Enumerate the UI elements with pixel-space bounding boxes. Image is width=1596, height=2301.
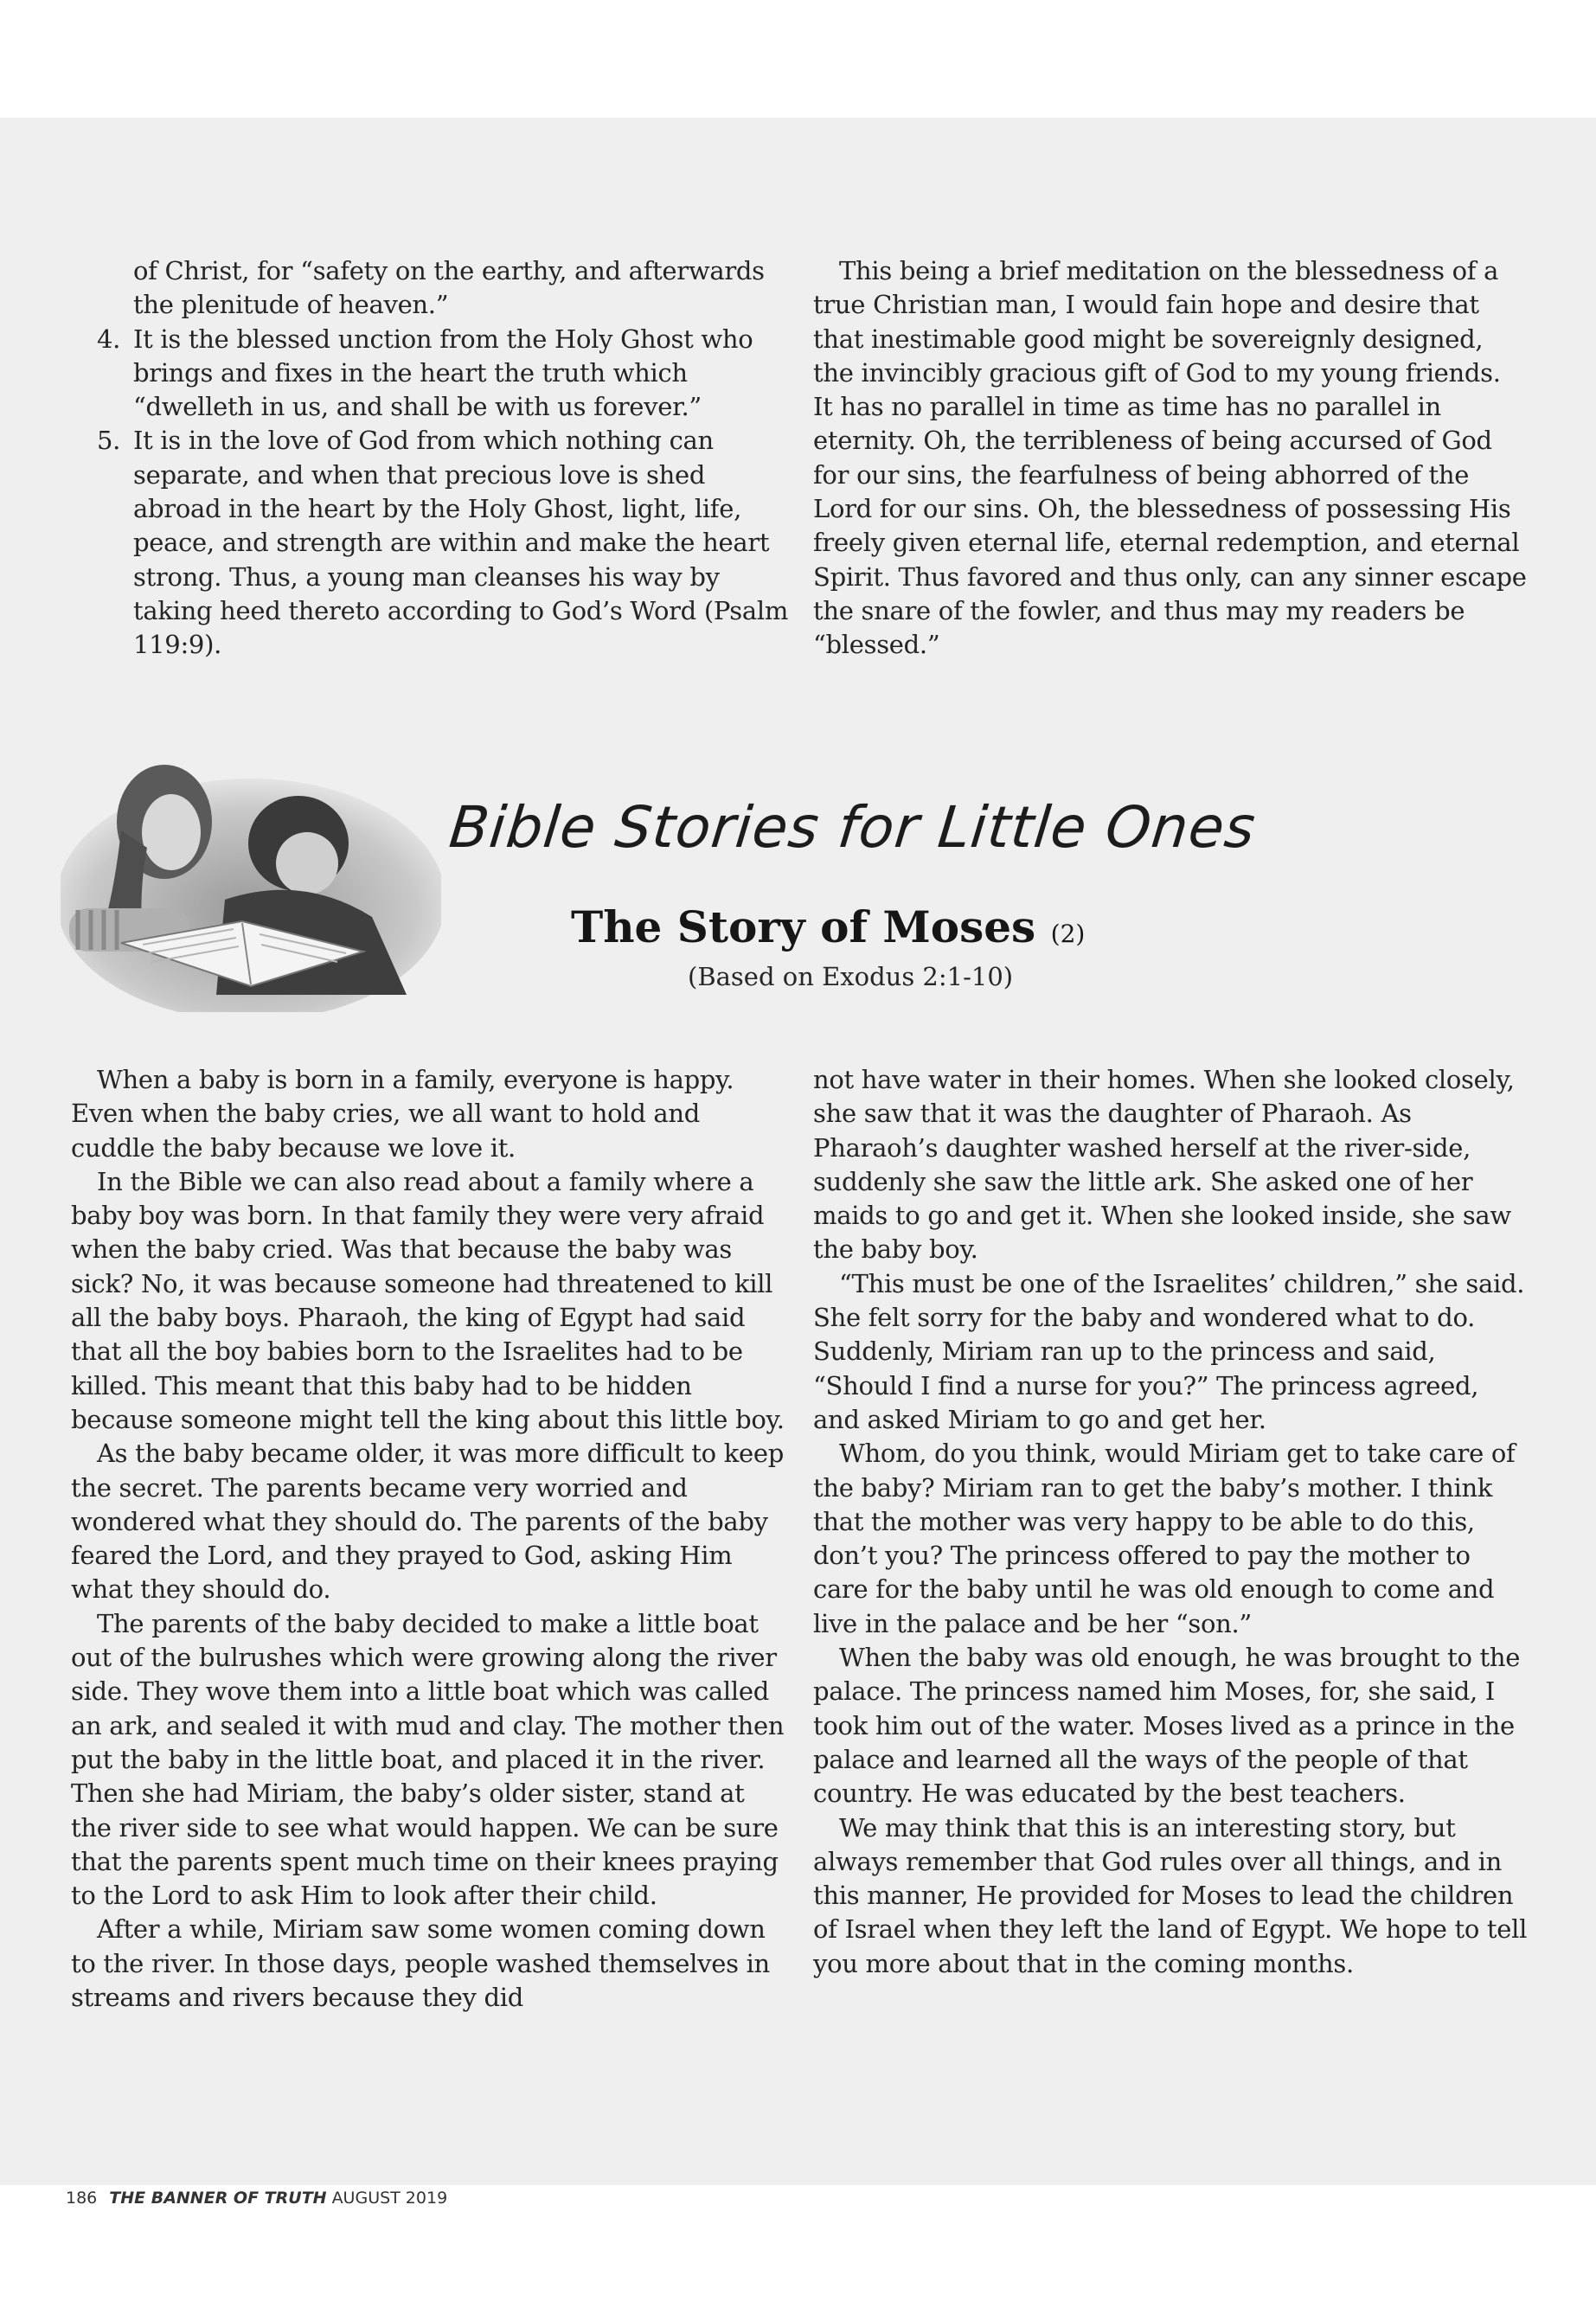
story-paragraph: After a while, Miriam saw some women coming down to the river. In those days, people washed themselves in streams and rivers because they did — [71, 1914, 770, 2013]
list-item — [71, 424, 789, 662]
story-paragraph: The parents of the baby decided to make a little boat out of the bulrushes which were growing along the river side. They wove them into a little boat which was called an ark, and sealed it with mud and clay. The mother then put the baby in the little boat, and placed it in the river. Then she had Miriam, the baby’s older sister, stand at the river side to see what would happen. We can be sure that the parents spent much time on their knees praying to the Lord to ask Him to look after their child. — [71, 1608, 785, 1911]
top-right-column — [813, 254, 1528, 663]
story-paragraph-continued: not have water in their homes. When she looked closely, she saw that it was the daughter of Pharaoh. As Pharaoh’s daughter washed herself at the river-side, suddenly she saw the little ark. She asked one of her maids to go and get it. When she looked inside, she saw the baby boy. — [813, 1065, 1515, 1265]
series-title: Bible Stories for Little Ones — [445, 794, 1259, 861]
issue-date: AUGUST 2019 — [331, 2189, 448, 2208]
magazine-name: THE BANNER OF TRUTH — [109, 2189, 327, 2208]
story-part-number: (2) — [1050, 920, 1086, 948]
story-paragraph: “This must be one of the Israelites’ children,” she said. She felt sorry for the baby and wondered what to do. Suddenly, Miriam ran up to the princess and said, “Should I find a nurse for you?” The princess agreed, and asked Miriam to go and get her. — [813, 1268, 1525, 1434]
page-footer — [66, 2189, 447, 2208]
story-paragraph: We may think that this is an interesting story, but always remember that God rules over all things, and in this manner, He provided for Moses to lead the children of Israel when they left the land of Egypt. We hope to tell you more about that in the coming months. — [813, 1812, 1528, 1978]
top-left-column — [71, 254, 789, 663]
page-number: 186 — [66, 2189, 98, 2208]
story-paragraph: In the Bible we can also read about a family where a baby boy was born. In that family they were very afraid when the baby cried. Was that because the baby was sick? No, it was because someone had threatened to kill all the baby boys. Pharaoh, the king of Egypt had said that all the boy babies born to the Israelites had to be killed. This meant that this baby had to be hidden because someone might tell the king about this little boy. — [71, 1166, 785, 1434]
story-paragraph: When a baby is born in a family, everyone is happy. Even when the baby cries, we all want to hold and cuddle the baby because we love it. — [71, 1065, 734, 1163]
list-number: 5. — [97, 426, 121, 456]
story-subtitle: (Based on Exodus 2:1-10) — [688, 962, 1014, 991]
list-text: It is in the love of God from which nothing can separate, and when that precious love is shed abroad in the heart by the Holy Ghost, light, life, peace, and strength are within and make the heart strong. Thus, a young man cleanses his way by taking heed thereto according to God’s Word (Psalm 119:9). — [133, 426, 789, 660]
closing-paragraph: This being a brief meditation on the blessedness of a true Christian man, I would fain hope and desire that that inestimable good might be sovereignly designed, the invincibly gracious gift of God to my young friends. It has no parallel in time as time has no parallel in eternity. Oh, the terribleness of being accursed of God for our sins, the fearfulness of being abhorred of the Lord for our sins. Oh, the blessedness of possessing His freely given eternal life, eternal redemption, and eternal Spirit. Thus favored and thus only, can any sinner escape the snare of the fowler, and thus may my readers be “blessed.” — [813, 256, 1527, 660]
list-intro-continuation: of Christ, for “safety on the earthy, and afterwards the plenitude of heaven.” — [133, 256, 765, 320]
list-text: It is the blessed unction from the Holy Ghost who brings and fixes in the heart the truth which “dwelleth in us, and shall be with us forever.” — [133, 324, 753, 422]
list-number: 4. — [97, 324, 121, 354]
story-right-column — [813, 1063, 1528, 1981]
children-reading-photo — [61, 753, 441, 1012]
story-left-column — [71, 1063, 789, 2015]
story-paragraph: Whom, do you think, would Miriam get to take care of the baby? Miriam ran to get the baby’s mother. I think that the mother was very happy to be able to do this, don’t you? The princess offered to pay the mother to care for the baby until he was old enough to come and live in the palace and be her “son.” — [813, 1439, 1516, 1638]
story-title — [571, 901, 1085, 952]
story-title-text: The Story of Moses — [571, 901, 1036, 952]
story-paragraph: As the baby became older, it was more difficult to keep the secret. The parents became very worried and wondered what they should do. The parents of the baby feared the Lord, and they prayed to God, asking Him what they should do. — [71, 1439, 784, 1605]
story-paragraph: When the baby was old enough, he was brought to the palace. The princess named him Moses, for, she said, I took him out of the water. Moses lived as a prince in the palace and learned all the ways of the people of that country. He was educated by the best teachers. — [813, 1643, 1521, 1809]
list-item — [71, 323, 789, 425]
